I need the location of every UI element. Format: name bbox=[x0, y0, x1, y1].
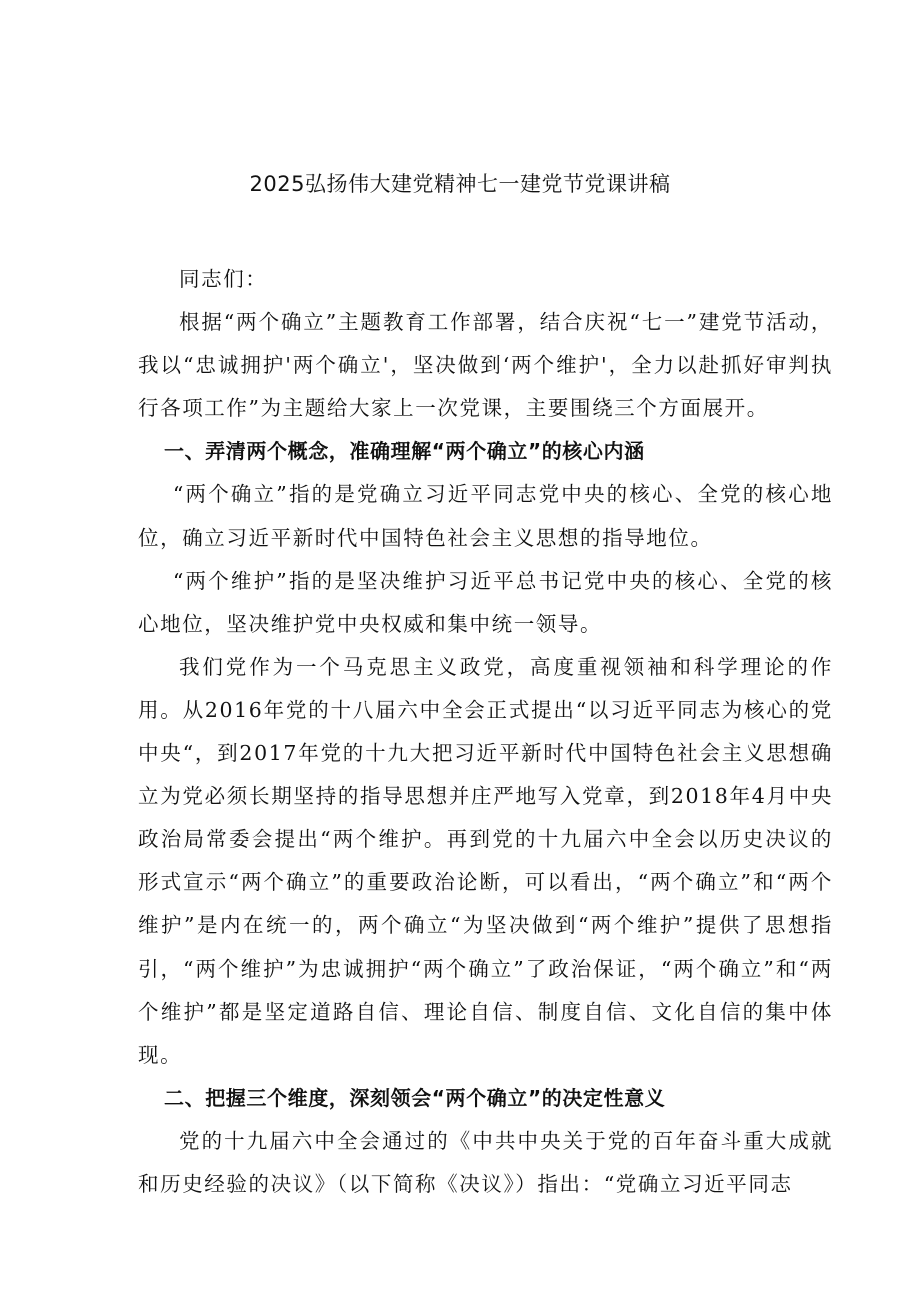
section-2-paragraph-1: 党的十九届六中全会通过的《中共中央关于党的百年奋斗重大成就和历史经验的决议》（以下简称《决议》）指出：“党确立习近平同志 bbox=[138, 1128, 833, 1196]
salutation: 同志们： bbox=[179, 267, 268, 291]
section-2-heading: 二、把握三个维度，深刻领会“两个确立”的决定性意义 bbox=[164, 1085, 666, 1110]
document-title: 2025弘扬伟大建党精神七一建党节党课讲稿 bbox=[249, 172, 671, 196]
section-1-paragraph-1: “两个确立”指的是党确立习近平同志党中央的核心、全党的核心地位，确立习近平新时代中国特色社会主义思想的指导地位。 bbox=[138, 482, 833, 550]
intro-paragraph: 根据“两个确立”主题教育工作部署，结合庆祝“七一”建党节活动，我以“忠诚拥护'两个确立'，坚决做到‘两个维护'，全力以赴抓好审判执行各项工作”为主题给大家上一次党课，主要围绕三个方面展开。 bbox=[138, 310, 833, 421]
section-1-paragraph-3: 我们党作为一个马克思主义政党，高度重视领袖和科学理论的作用。从2016年党的十八届六中全会正式提出“以习近平同志为核心的党中央“，到2017年党的十九大把习近平新时代中国特色社会主义思想确立为党必须长期坚持的指导思想并庄严地写入党章，到2018年4月中央政治局常委会提出“两个维护。再到党的十九届六中全会以历史决议的形式宣示“两个确立”的重要政治论断，可以看出，“两个确立”和“两个维护”是内在统一的，两个确立“为坚决做到“两个维护”提供了思想指引，“两个维护”为忠诚拥护“两个确立”了政治保证，“两个确立”和“两个维护”都是坚定道路自信、理论自信、制度自信、文化自信的集中体现。 bbox=[138, 654, 833, 1067]
section-1-paragraph-2: “两个维护”指的是坚决维护习近平总书记党中央的核心、全党的核心地位，坚决维护党中央权威和集中统一领导。 bbox=[138, 568, 833, 636]
document-body bbox=[138, 258, 833, 1206]
section-1-heading: 一、弄清两个概念，准确理解“两个确立”的核心内涵 bbox=[164, 439, 645, 464]
